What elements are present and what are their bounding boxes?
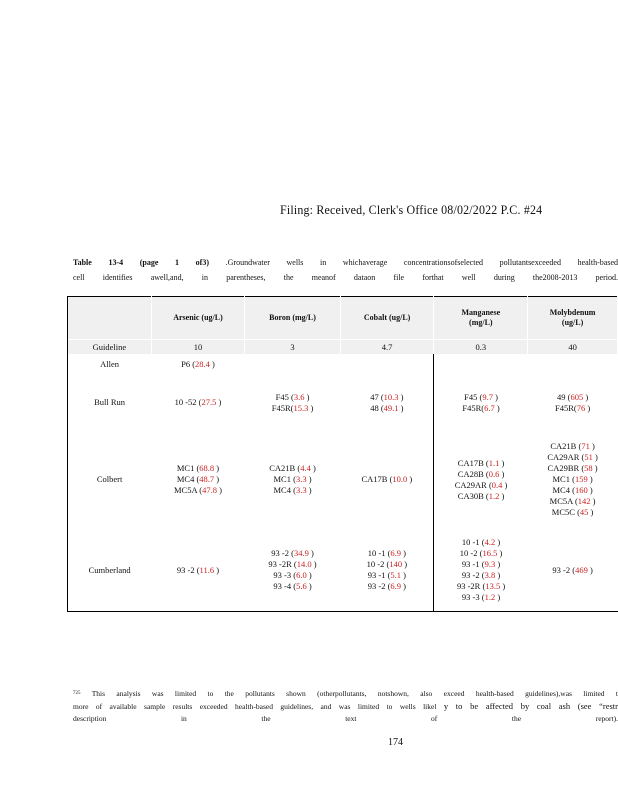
well-entry: [245, 570, 341, 581]
well-id: MC1 (: [552, 474, 575, 484]
cell-manganese: [434, 375, 528, 430]
mean-value: 6.0: [296, 570, 307, 580]
close-paren: ): [585, 402, 591, 413]
well-entry: [340, 548, 433, 559]
well-id: CA29BR (: [547, 463, 585, 473]
well-entry: [151, 463, 245, 474]
well-entry: [434, 592, 527, 603]
footnote-line-1: [73, 688, 618, 700]
well-id: 10 -2 (: [366, 559, 390, 569]
cell-molybdenum: [528, 354, 618, 375]
mean-value: 13.5: [485, 581, 501, 591]
close-paren: ): [398, 391, 404, 402]
header-manganese: Manganese (mg/L): [434, 297, 528, 340]
well-entry: [528, 403, 618, 414]
mean-value: 5.1: [390, 570, 402, 580]
well-id: MC5A (: [549, 496, 578, 506]
close-paren: ): [500, 581, 506, 591]
caption-line-1: [73, 255, 618, 270]
guideline-molybdenum: 40: [528, 340, 618, 355]
cell-boron: [245, 354, 341, 375]
mean-value: 1.1: [488, 457, 500, 468]
close-paren: ): [499, 468, 505, 479]
cell-molybdenum: [528, 529, 618, 612]
well-id: F45 (: [464, 391, 483, 402]
cell-arsenic: [151, 375, 245, 430]
well-id: 10 -1 (: [367, 548, 391, 558]
caption-line-2: cell identifies awell,and, in parentheses, the meanof dataon file forthat well during the2008-2013 period.: [73, 273, 618, 282]
well-id: MC1 (: [273, 474, 296, 484]
mean-value: 4.2: [484, 537, 496, 547]
mean-value: 0.6: [488, 468, 500, 479]
well-id: MC4 (: [273, 485, 296, 495]
well-entry: [151, 474, 245, 485]
pollutant-table: [67, 296, 618, 612]
close-paren: ): [306, 485, 312, 495]
table-body: [68, 354, 618, 612]
mean-value: 49.1: [383, 402, 399, 413]
mean-value: 140: [389, 559, 403, 569]
mean-value: 6.9: [390, 548, 402, 558]
mean-value: 9.7: [482, 391, 493, 402]
mean-value: 47.8: [202, 485, 217, 495]
mean-value: 15.3: [293, 402, 309, 413]
close-paren: ): [214, 474, 220, 484]
well-id: CA21B (: [269, 463, 301, 473]
close-paren: ): [587, 564, 593, 575]
close-paren: ): [492, 391, 498, 402]
close-paren: ): [401, 548, 406, 558]
well-entry: [151, 397, 245, 408]
close-paren: ): [209, 359, 215, 369]
mean-value: 160: [574, 485, 588, 495]
well-id: 93 -2R (: [268, 559, 297, 569]
mean-value: 71: [581, 441, 590, 451]
guideline-manganese: 0.3: [434, 340, 528, 355]
close-paren: ): [587, 485, 593, 495]
well-id: F45R(: [462, 402, 485, 413]
well-id: 10 -2 (: [459, 548, 483, 558]
well-id: MC4 (: [176, 474, 200, 484]
close-paren: ): [499, 457, 505, 468]
mean-value: 34.9: [293, 548, 309, 558]
close-paren: ): [497, 548, 503, 558]
well-entry: [434, 469, 527, 480]
well-id: CA17B (: [361, 474, 393, 484]
footnote: [73, 688, 618, 725]
table-row: [68, 430, 618, 529]
well-id: 10 -52 (: [174, 397, 202, 407]
close-paren: ): [587, 474, 593, 484]
well-id: MC5C (: [551, 507, 580, 517]
well-id: 93 -3 (: [461, 592, 485, 602]
cell-cobalt: [340, 430, 434, 529]
well-id: 93 -3 (: [273, 570, 297, 580]
table-header-row: [68, 297, 618, 340]
well-entry: [340, 570, 433, 581]
close-paren: ): [592, 463, 598, 473]
close-paren: ): [583, 391, 589, 402]
close-paren: ): [398, 402, 404, 413]
well-id: 93 -1 (: [367, 570, 391, 580]
well-id: CA29AR (: [547, 452, 585, 462]
close-paren: ): [304, 391, 310, 402]
well-id: MC1 (: [176, 463, 200, 473]
table-row: [68, 529, 618, 612]
well-entry: [245, 463, 341, 474]
close-paren: ): [306, 581, 312, 591]
mean-value: 3.6: [293, 391, 305, 402]
well-id: 49 (: [556, 391, 571, 402]
table-row: [68, 354, 618, 375]
mean-value: 6.9: [390, 581, 402, 591]
well-entry: [245, 581, 341, 592]
guideline-label: Guideline: [68, 340, 152, 355]
well-id: 10 -1 (: [461, 537, 485, 547]
well-id: P6 (: [181, 359, 196, 369]
close-paren: ): [407, 474, 413, 484]
cell-molybdenum: [528, 375, 618, 430]
well-entry: [434, 570, 527, 581]
mean-value: 27.5: [201, 397, 217, 407]
well-id: 93 -2 (: [461, 570, 485, 580]
mean-value: 1.2: [488, 490, 500, 501]
mean-value: 1.2: [484, 592, 496, 602]
footnote-line-2-text-b: y to be affected by coal ash (see “restr: [443, 701, 618, 711]
well-entry: [434, 491, 527, 502]
mean-value: 0.4: [491, 479, 503, 490]
close-paren: ): [216, 397, 222, 407]
site-name: Allen: [68, 354, 152, 375]
well-entry: [340, 581, 433, 592]
close-paren: ): [401, 570, 406, 580]
cell-molybdenum: [528, 430, 618, 529]
well-entry: [151, 359, 245, 370]
cell-arsenic: [151, 529, 245, 612]
mean-value: 6.7: [484, 402, 495, 413]
well-id: F45R(: [554, 402, 577, 413]
mean-value: 28.4: [195, 359, 210, 369]
mean-value: 48.7: [199, 474, 215, 484]
mean-value: 159: [574, 474, 588, 484]
close-paren: ): [216, 485, 222, 495]
close-paren: ): [495, 592, 501, 602]
footnote-marker: 725: [73, 691, 81, 696]
guideline-cobalt: 4.7: [340, 340, 434, 355]
close-paren: ): [306, 570, 312, 580]
well-entry: [245, 559, 341, 570]
cell-cobalt: [340, 354, 434, 375]
guideline-arsenic: 10: [151, 340, 245, 355]
well-entry: [434, 581, 527, 592]
header-arsenic: Arsenic (ug/L): [151, 297, 245, 340]
well-id: CA21B (: [550, 441, 582, 451]
well-entry: [434, 392, 527, 403]
mean-value: 142: [577, 496, 591, 506]
well-id: CA28B (: [457, 468, 489, 479]
close-paren: ): [592, 452, 598, 462]
guideline-boron: 3: [245, 340, 341, 355]
close-paren: ): [308, 548, 314, 558]
footnote-line-1-text: This analysis was limited to the pollutants shown (otherpollutants, notshown, also exceed health-based guidelines),was limited t: [91, 689, 618, 698]
well-entry: [528, 452, 618, 463]
well-id: 93 -2 (: [552, 564, 576, 575]
well-entry: [434, 559, 527, 570]
header-cell: [68, 297, 152, 340]
close-paren: ): [590, 496, 596, 506]
well-entry: [245, 392, 341, 403]
well-entry: [434, 548, 527, 559]
well-entry: [340, 559, 433, 570]
site-name: Bull Run: [68, 375, 152, 430]
mean-value: 11.6: [199, 564, 215, 575]
well-entry: [528, 507, 618, 518]
close-paren: ): [502, 479, 508, 490]
well-id: CA17B (: [457, 457, 489, 468]
table-caption: [73, 255, 618, 285]
mean-value: 10.3: [383, 391, 399, 402]
mean-value: 4.4: [300, 463, 311, 473]
cell-boron: [245, 375, 341, 430]
mean-value: 76: [576, 402, 586, 413]
mean-value: 3.3: [295, 485, 307, 495]
cell-arsenic: [151, 430, 245, 529]
close-paren: ): [308, 402, 314, 413]
well-entry: [245, 548, 341, 559]
close-paren: ): [311, 559, 317, 569]
mean-value: 3.8: [484, 570, 496, 580]
cell-cobalt: [340, 375, 434, 430]
well-id: MC5A (: [174, 485, 203, 495]
cell-boron: [245, 430, 341, 529]
filing-stamp: Filing: Received, Clerk's Office 08/02/2022 P.C. #24: [280, 202, 543, 217]
mean-value: 9.3: [484, 559, 496, 569]
cell-manganese: [434, 430, 528, 529]
close-paren: ): [310, 463, 316, 473]
well-entry: [528, 441, 618, 452]
site-name: Cumberland: [68, 529, 152, 612]
caption-label: Table 13-4 (page 1 of3): [73, 258, 210, 267]
well-entry: [434, 403, 527, 414]
well-entry: [528, 392, 618, 403]
mean-value: 68.8: [199, 463, 215, 473]
caption-line-1-text: .Groundwater wells in whichaverage concentrationsofselected pollutantsexceeded health-based: [225, 258, 618, 267]
mean-value: 16.5: [482, 548, 498, 558]
mean-value: 14.0: [296, 559, 312, 569]
close-paren: ): [495, 537, 501, 547]
cell-boron: [245, 529, 341, 612]
guideline-row: [68, 340, 618, 355]
well-entry: [245, 485, 341, 496]
header-molybdenum: Molybdenum (ug/L): [528, 297, 618, 340]
footnote-line-3: description in the text of the report).: [73, 714, 618, 723]
well-id: 93 -2 (: [176, 564, 200, 575]
cell-manganese: [434, 354, 528, 375]
well-id: 48 (: [370, 402, 384, 413]
well-id: MC4 (: [552, 485, 575, 495]
mean-value: 5.6: [296, 581, 307, 591]
cell-cobalt: [340, 529, 434, 612]
well-entry: [340, 474, 433, 485]
well-id: F45R(: [271, 402, 294, 413]
well-entry: [528, 474, 618, 485]
well-entry: [434, 458, 527, 469]
well-entry: [434, 480, 527, 491]
footnote-line-2-text-a: more of available sample results exceeded health-based guidelines, and was limited to wells likel: [73, 702, 437, 711]
mean-value: 10.0: [392, 474, 408, 484]
close-paren: ): [589, 441, 595, 451]
mean-value: 45: [579, 507, 589, 517]
mean-value: 605: [570, 391, 584, 402]
cell-manganese: [434, 529, 528, 612]
well-entry: [434, 537, 527, 548]
well-entry: [528, 463, 618, 474]
well-entry: [340, 392, 433, 403]
well-entry: [151, 565, 245, 576]
close-paren: ): [499, 490, 505, 501]
well-id: CA29AR (: [454, 479, 492, 490]
cell-arsenic: [151, 354, 245, 375]
mean-value: 3.3: [295, 474, 307, 484]
well-id: CA30B (: [457, 490, 489, 501]
close-paren: ): [402, 559, 408, 569]
header-boron: Boron (mg/L): [245, 297, 341, 340]
table-row: [68, 375, 618, 430]
close-paren: ): [495, 570, 501, 580]
close-paren: ): [401, 581, 406, 591]
well-id: F45 (: [275, 391, 294, 402]
well-entry: [528, 485, 618, 496]
mean-value: 51: [584, 452, 593, 462]
well-entry: [340, 403, 433, 414]
close-paren: ): [495, 559, 501, 569]
well-entry: [528, 565, 618, 576]
well-entry: [151, 485, 245, 496]
mean-value: 469: [575, 564, 588, 575]
close-paren: ): [214, 463, 220, 473]
well-id: 93 -2R (: [456, 581, 486, 591]
well-id: 93 -2 (: [367, 581, 391, 591]
well-entry: [245, 474, 341, 485]
well-id: 47 (: [370, 391, 384, 402]
well-id: 93 -2 (: [271, 548, 294, 558]
well-entry: [245, 403, 341, 414]
page-number: 174: [388, 737, 403, 748]
mean-value: 58: [584, 463, 593, 473]
close-paren: ): [494, 402, 500, 413]
well-id: 93 -1 (: [461, 559, 485, 569]
site-name: Colbert: [68, 430, 152, 529]
close-paren: ): [214, 564, 220, 575]
footnote-line-2: [73, 700, 618, 713]
well-id: 93 -4 (: [273, 581, 297, 591]
close-paren: ): [588, 507, 594, 517]
well-entry: [528, 496, 618, 507]
header-cobalt: Cobalt (ug/L): [340, 297, 434, 340]
close-paren: ): [306, 474, 312, 484]
